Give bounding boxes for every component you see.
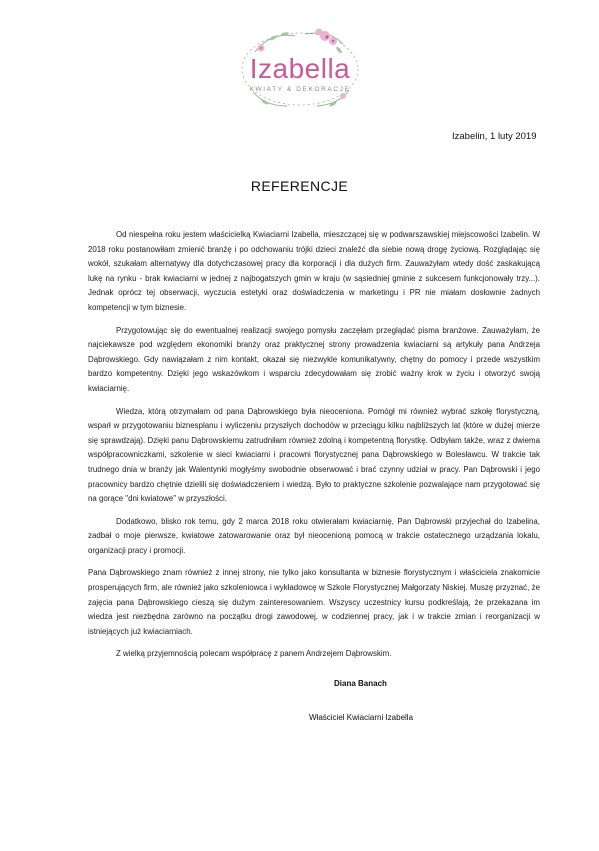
logo-tagline: KWIATY & DEKORACJE	[249, 86, 351, 93]
paragraph-2: Przygotowując się do ewentualnej realizacji swojego pomysłu zaczęłam przeglądać pisma branżowe. Zauważyłam, że najciekawsze pod względem ekonomiki branży oraz praktycznej strony prowadzenia kwiaciarni są artykuły pana Andrzeja Dąbrowskiego. Gdy nawiązałam z nim kontakt, okazał się niezwykle komunikatywny, chętny do pomocy i przede wszystkim bardzo kompetentny. Dzięki jego wskazówkom i wsparciu zdecydowałam się zrobić ważny krok w życiu i otworzyć swoją kwiaciarnię.	[88, 325, 540, 393]
logo-name: Izabella	[249, 53, 351, 84]
paragraph-3: Wiedza, którą otrzymałam od pana Dąbrowskiego była nieoceniona. Pomógł mi również wybrać szkołę florystyczną, wsparł w przygotowaniu biznesplanu i wyliczeniu przyszłych dochodów w przeciągu kilku najbliższych lat (które w dużej mierze się sprawdzają). Dzięki panu Dąbrowskiemu zatrudniłam również zdolną i kompetentną florystkę. Odbyłam także, wraz z dwiema współpracowniczkami, szkolenie w sieci kwiaciarni i pracowni florystycznej pana Dąbrowskiego w Bolesławcu. W trakcie tak trudnego dnia w branży jak Walentynki mogłyśmy swobodnie obserwować i brać czynny udział w pracy. Pan Dąbrowski i jego pracownicy bardzo chętnie dzielili się doświadczeniem i wiedzą. Było to praktyczne szkolenie pozwalające nam przygotować się na gorące "dni kwiatowe" w przyszłości.	[88, 406, 540, 504]
signature-name: Diana Banach	[334, 679, 387, 688]
paragraph-5: Pana Dąbrowskiego znam również z innej strony, nie tylko jako konsultanta w biznesie florystycznym i właściciela znakomicie prosperujących firm, ale również jako szkoleniowca i wykładowcę w Szkole Florystycznej Małgorzaty Niskiej. Muszę przyznać, że zajęcia pana Dąbrowskiego cieszą się dużym zainteresowaniem. Wszyscy uczestnicy kursu podkreślają, że przekazana im wiedza jest niezbędna zarówno na początku drogi zawodowej, w codziennej pracy, jak i w trakcie zmian i reorganizacji w istniejących już kwiaciarniach.	[88, 568, 540, 636]
paragraph-4: Dodatkowo, blisko rok temu, gdy 2 marca 2018 roku otwierałam kwiaciarnię, Pan Dąbrowski przyjechał do Izabelina, zadbał o moje pierwsze, kwiatowe zatowarowanie oraz był nieocenioną pomocą w trakcie ostatecznego urządzania lokalu, organizacji pracy i promocji.	[88, 516, 540, 555]
signature-title: Właściciel Kwiaciarni Izabella	[309, 713, 414, 722]
company-logo	[225, 22, 375, 112]
letter-body	[88, 228, 540, 670]
letter-title: REFERENCJE	[250, 178, 349, 194]
paragraph-6: Z wielką przyjemnością polecam współpracę z panem Andrzejem Dąbrowskim.	[116, 649, 392, 659]
paragraph-1: Od niespełna roku jestem właścicielką Kwiaciarni Izabella, mieszczącej się w podwarszawskiej miejscowości Izabelin. W 2018 roku postanowiłam zmienić branżę i po odchowaniu trójki dzieci znaleźć dla siebie nową drogę życiową. Rozglądając się wokół, szukałam alternatywy dla dotychczasowej pracy dla korporacji i dla dużych firm. Zauważyłam wtedy dość zaskakującą lukę na rynku - brak kwiaciarni w jednej z najbogatszych gmin w kraju (w sąsiedniej gminie z sukcesem funkcjonowały trzy...). Jednak oprócz tej obserwacji, wyczucia estetyki oraz doświadczenia w marketingu i PR nie miałam dosłownie żadnych kompetencji w tym biznesie.	[88, 230, 540, 312]
letter-date: Izabelin, 1 luty 2019	[452, 131, 537, 142]
